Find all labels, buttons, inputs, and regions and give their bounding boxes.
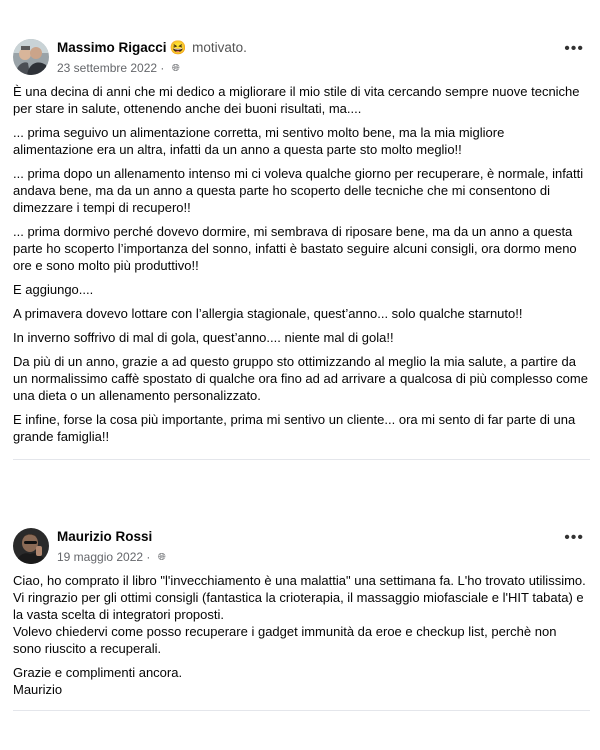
post-date[interactable]: 23 settembre 2022 bbox=[57, 61, 158, 75]
post-date[interactable]: 19 maggio 2022 bbox=[57, 550, 144, 564]
more-options-icon[interactable]: ••• bbox=[564, 529, 584, 546]
post-massimo-rigacci bbox=[0, 30, 600, 460]
post-paragraph: Maurizio bbox=[13, 682, 63, 697]
post-meta: 19 maggio 2022 · 🌐︎ bbox=[57, 550, 166, 564]
post-paragraph: Volevo chiedervi come posso recuperare i gadget immunità da eroe e checkup list, perchè non sono riuscito a recuperali. bbox=[13, 624, 557, 656]
more-options-icon[interactable]: ••• bbox=[564, 40, 584, 57]
post-paragraph: E aggiungo.... bbox=[13, 282, 94, 297]
post-paragraph: ... prima seguivo un alimentazione corretta, mi sentivo molto bene, ma la mia migliore alimentazione era un altra, infatti da un anno a questa parte sto molto meglio!! bbox=[13, 125, 505, 157]
post-body bbox=[13, 572, 588, 698]
post-header bbox=[0, 30, 600, 82]
avatar[interactable] bbox=[13, 39, 49, 75]
post-author[interactable] bbox=[57, 529, 152, 544]
globe-icon: 🌐︎ bbox=[157, 552, 166, 563]
post-paragraph: È una decina di anni che mi dedico a migliorare il mio stile di vita cercando sempre nuove tecniche per stare in salute, ottenendo anche dei buoni risultati, ma.... bbox=[13, 84, 580, 116]
post-paragraph: Ciao, ho comprato il libro "l'invecchiamento è una malattia" una settimana fa. L'ho trovato utilissimo. Vi ringrazio per gli ottimi consigli (fantastica la crioterapia, il massaggio miofasciale e l'HIT tabata) e la vasta scelta di integratori proposti. bbox=[13, 573, 586, 622]
post-meta: 23 settembre 2022 · 🌐︎ bbox=[57, 61, 180, 75]
post-paragraph: ... prima dormivo perché dovevo dormire, mi sembrava di riposare bene, ma da un anno a questa parte ho scoperto l’importanza del sonno, infatti è bastato seguire alcuni consigli, ora dormo meno ore e sono molto più produttivo!! bbox=[13, 224, 577, 273]
post-divider bbox=[13, 710, 590, 711]
post-maurizio-rossi bbox=[0, 519, 600, 711]
post-divider bbox=[13, 459, 590, 460]
post-paragraph: Grazie e complimenti ancora. bbox=[13, 665, 183, 680]
post-paragraph: Da più di un anno, grazie a ad questo gruppo sto ottimizzando al meglio la mia salute, a partire da un normalissimo caffè spostato di qualche ora fino ad ad arrivare a qualcosa di più complesso come una dieta o un allenamento personalizzato. bbox=[13, 354, 588, 403]
post-header bbox=[0, 519, 600, 571]
globe-icon: 🌐︎ bbox=[171, 63, 180, 74]
post-author[interactable] bbox=[57, 40, 247, 56]
post-paragraph: E infine, forse la cosa più importante, prima mi sentivo un cliente... ora mi sento di far parte di una grande famiglia!! bbox=[13, 412, 576, 444]
feeling-text: motivato. bbox=[192, 40, 247, 55]
post-paragraph: ... prima dopo un allenamento intenso mi ci voleva qualche giorno per recuperare, è normale, infatti andava bene, ma da un anno a questa parte ho scoperto delle tecniche che mi consentono di dimezzare i tempi di recupero!! bbox=[13, 166, 584, 215]
author-name[interactable]: Maurizio Rossi bbox=[57, 529, 153, 544]
post-paragraph: In inverno soffrivo di mal di gola, quest’anno.... niente mal di gola!! bbox=[13, 330, 394, 345]
post-paragraph: A primavera dovevo lottare con l’allergia stagionale, quest’anno... solo qualche starnuto!! bbox=[13, 306, 523, 321]
feeling-emoji-icon: 😆 bbox=[169, 40, 187, 55]
avatar[interactable] bbox=[13, 528, 49, 564]
author-name[interactable]: Massimo Rigacci bbox=[57, 40, 167, 55]
post-body bbox=[13, 83, 588, 445]
